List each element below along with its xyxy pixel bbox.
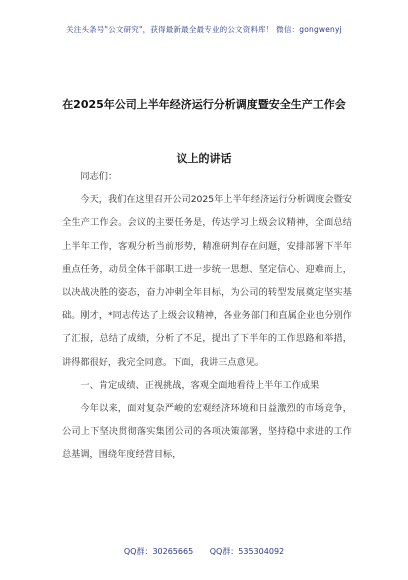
document-title-line2: 议上的讲话 (176, 152, 232, 165)
document-body (62, 165, 352, 467)
salutation: 同志们： (80, 171, 118, 182)
footer-qq-group-2: QQ群：535304092 (209, 547, 285, 556)
footer (0, 546, 408, 557)
paragraph-opening: 今天，我们在这里召开公司2025年上半年经济运行分析调度会暨安全生产工作会。会议的主要任务是，传达学习上级会议精神，全面总结上半年工作，客观分析当前形势，精准研判存在问题，安排部署下半年重点任务，动员全体干部职工进一步统一思想、坚定信心、迎难而上，以决战决胜的姿态，奋力冲刺全年目标，为公司的转型发展奠定坚实基础。刚才，*同志传达了上级会议精神，各业务部门和直属企业也分别作了汇报，总结了成绩，分析了不足，提出了下半年的工作思路和举措，讲得都很好，我完全同意。下面，我讲三点意见。 (62, 194, 352, 368)
footer-qq-group-1: QQ群：30265665 (123, 547, 194, 556)
header-banner: 关注头条号"公文研究"，获得最新最全最专业的公文资料库！ 微信：gongwenyj (66, 25, 342, 34)
section-heading-1: 一、肯定成绩、正视挑战，客观全面地看待上半年工作成果 (80, 379, 320, 391)
document-title-line1: 在2025年公司上半年经济运行分析调度暨安全生产工作会 (62, 98, 346, 111)
paragraph-section-1: 今年以来，面对复杂严峻的宏观经济环境和日益激烈的市场竞争，公司上下坚决贯彻落实集团公司的各项决策部署，坚持稳中求进的工作总基调，围绕年度经营目标， (62, 403, 352, 461)
